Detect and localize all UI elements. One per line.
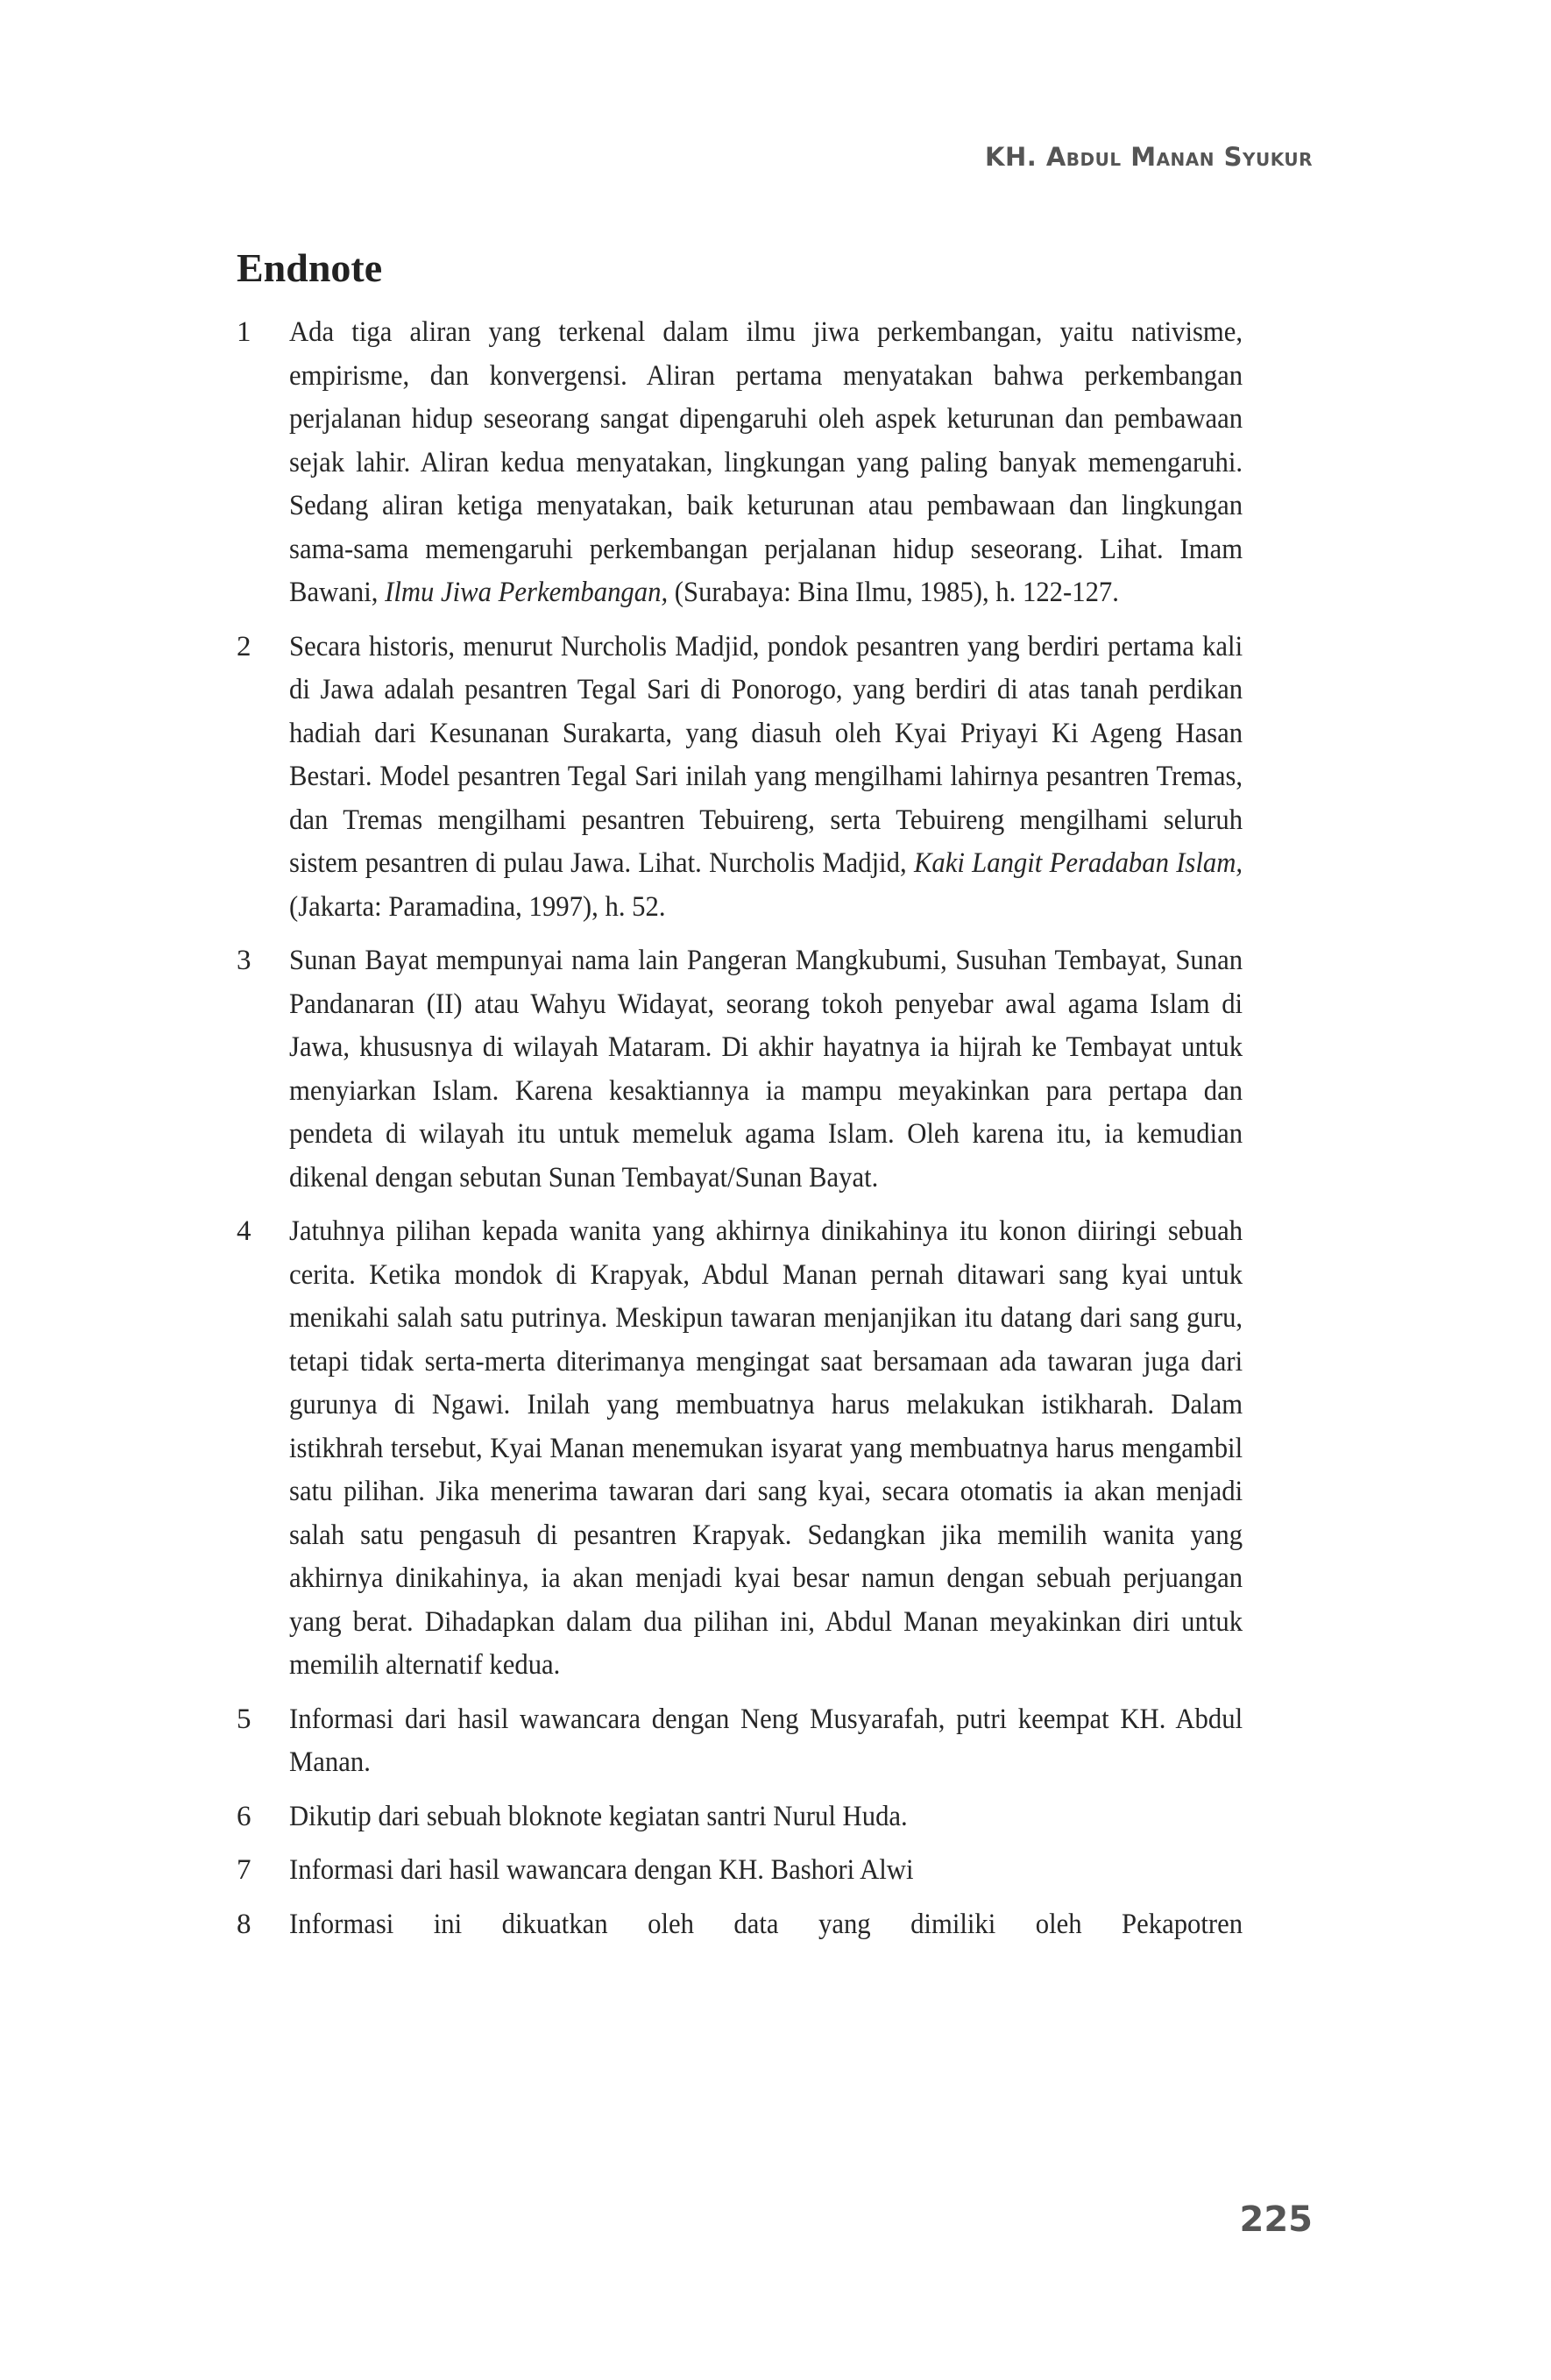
endnote-book-title: Kaki Langit Peradaban Islam, [913, 847, 1243, 879]
endnote-text [289, 626, 1243, 930]
endnote-text [289, 311, 1243, 615]
endnote-item [237, 1903, 1314, 1947]
endnote-text [289, 1796, 1243, 1839]
endnote-text-main: Secara historis, menurut Nurcholis Madjid, pondok pesantren yang berdiri pertama kali di Jawa adalah pesantren Tegal Sari di Ponorogo, yang berdiri di atas tanah perdikan hadiah dari Kesunanan Surakarta, yang diasuh oleh Kyai Priyayi Ki Ageng Hasan Bestari. Model pesantren Tegal Sari inilah yang mengilhami lahirnya pesantren Tremas, dan Tremas mengilhami pesantren Tebuireng, serta Tebuireng mengilhami seluruh sistem pesantren di pulau Jawa. Lihat. Nurcholis Madjid, [289, 630, 1243, 879]
endnote-item [237, 311, 1314, 615]
endnote-text-main: Informasi dari hasil wawancara dengan KH. Bashori Alwi [289, 1854, 914, 1886]
endnote-text-main: Ada tiga aliran yang terkenal dalam ilmu jiwa perkembangan, yaitu nativisme, empirisme, dan konvergensi. Aliran pertama menyatakan bahwa perkembangan perjalanan hidup seseorang sangat dipengaruhi oleh aspek keturunan dan pembawaan sejak lahir. Aliran kedua menyatakan, lingkungan yang paling banyak memengaruhi. Sedang aliran ketiga menyatakan, baik keturunan atau pembawaan dan lingkungan sama-sama memengaruhi perkembangan perjalanan hidup seseorang. Lihat. Imam Bawani, [289, 316, 1243, 608]
endnote-text-main: Sunan Bayat mempunyai nama lain Pangeran Mangkubumi, Susuhan Tembayat, Sunan Pandanaran (II) atau Wahyu Widayat, seorang tokoh penyebar awal agama Islam di Jawa, khususnya di wilayah Mataram. Di akhir hayatnya ia hijrah ke Tembayat untuk menyiarkan Islam. Karena kesaktiannya ia mampu meyakinkan para pertapa dan pendeta di wilayah itu untuk memeluk agama Islam. Oleh karena itu, ia kemudian dikenal dengan sebutan Sunan Tembayat/Sunan Bayat. [289, 945, 1243, 1194]
endnote-number: 3 [237, 945, 251, 976]
endnote-text-main: Jatuhnya pilihan kepada wanita yang akhirnya dinikahinya itu konon diiringi sebuah cerita. Ketika mondok di Krapyak, Abdul Manan pernah ditawari sang kyai untuk menikahi salah satu putrinya. Meskipun tawaran menjanjikan itu datang dari sang guru, tetapi tidak serta-merta diterimanya mengingat saat bersamaan ada tawaran juga dari gurunya di Ngawi. Inilah yang membuatnya harus melakukan istikharah. Dalam istikhrah tersebut, Kyai Manan menemukan isyarat yang membuatnya harus mengambil satu pilihan. Jika menerima tawaran dari sang kyai, secara otomatis ia akan menjadi salah satu pengasuh di pesantren Krapyak. Sedangkan jika memilih wanita yang akhirnya dinikahinya, ia akan menjadi kyai besar namun dengan sebuah perjuangan yang berat. Dihadapkan dalam dua pilihan ini, Abdul Manan meyakinkan diri untuk memilih alternatif kedua. [289, 1215, 1243, 1681]
endnote-book-title: Ilmu Jiwa Perkembangan, [385, 577, 669, 608]
endnote-number: 8 [237, 1908, 251, 1940]
endnote-number: 5 [237, 1703, 251, 1735]
endnote-number: 6 [237, 1800, 251, 1832]
section-title: Endnote [237, 245, 383, 290]
endnote-item [237, 939, 1314, 1200]
endnote-text [289, 939, 1243, 1200]
endnote-text [289, 1849, 1243, 1893]
endnote-item [237, 1796, 1314, 1839]
endnote-text [289, 1210, 1243, 1688]
endnote-item [237, 1210, 1314, 1688]
endnote-text-main: Informasi dari hasil wawancara dengan Neng Musyarafah, putri keempat KH. Abdul Manan. [289, 1703, 1243, 1778]
page-number: 225 [1239, 2199, 1313, 2240]
endnote-number: 2 [237, 630, 251, 662]
endnote-item [237, 1849, 1314, 1893]
endnote-number: 1 [237, 316, 251, 348]
endnote-number: 7 [237, 1854, 251, 1886]
endnote-text [289, 1698, 1243, 1785]
endnote-text [289, 1903, 1243, 1947]
running-header: KH. Abdul Manan Syukur [984, 142, 1313, 172]
endnote-text-main: Dikutip dari sebuah bloknote kegiatan santri Nurul Huda. [289, 1800, 908, 1832]
endnote-citation: (Surabaya: Bina Ilmu, 1985), h. 122-127. [668, 577, 1119, 608]
endnote-text-main: Informasi ini dikuatkan oleh data yang dimiliki oleh Pekapotren [289, 1908, 1243, 1940]
endnote-list [237, 311, 1314, 1957]
endnote-item [237, 626, 1314, 930]
endnote-number: 4 [237, 1215, 251, 1247]
endnote-citation: (Jakarta: Paramadina, 1997), h. 52. [289, 890, 666, 923]
endnote-item [237, 1698, 1314, 1785]
